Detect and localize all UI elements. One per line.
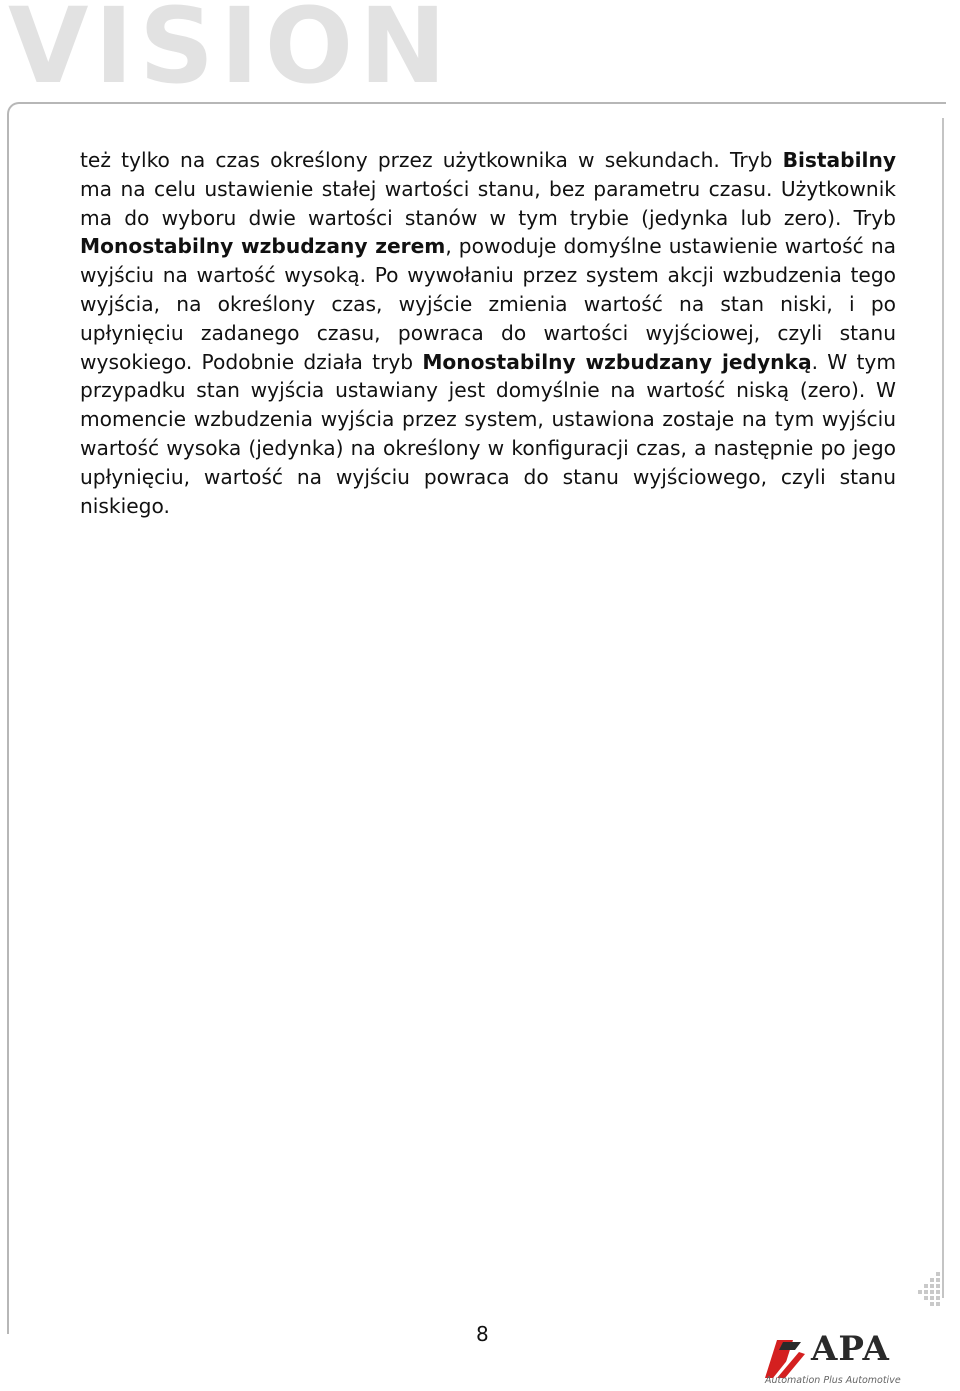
- page-number: 8: [476, 1322, 489, 1346]
- bold-term-monostabilny-jedynka: Monostabilny wzbudzany jedynką: [422, 349, 812, 374]
- apa-logo: [763, 1329, 923, 1388]
- frame-corner-dots-icon: [918, 1272, 942, 1306]
- body-paragraph: [80, 146, 896, 520]
- apa-logo-mark-icon: [763, 1336, 807, 1380]
- apa-logo-tagline: Automation Plus Automotive: [765, 1375, 901, 1386]
- text-segment: . W tym przypadku stan wyjścia ustawiany jest domyślnie na wartość niską (zero). W momencie wzbudzenia wyjścia przez system, ustawiona zostaje na tym wyjściu wartość wysoka (jedynka) na określony w konfiguracji czas, a następnie po jego upłynięciu, wartość na wyjściu powraca do stanu wyjściowego, czyli stanu niskiego.: [80, 349, 896, 518]
- text-segment: też tylko na czas określony przez użytkownika w sekundach. Tryb: [80, 148, 783, 172]
- page-frame-right-edge: [942, 118, 944, 1298]
- vision-watermark-title: VISION: [8, 0, 453, 107]
- text-segment: ma na celu ustawienie stałej wartości stanu, bez parametru czasu. Użytkownik ma do wyboru dwie wartości stanów w tym trybie (jedynka lub zero). Tryb: [80, 176, 896, 230]
- bold-term-bistabilny: Bistabilny: [782, 148, 896, 172]
- bold-term-monostabilny-zerem: Monostabilny wzbudzany zerem: [80, 234, 446, 259]
- text-segment: , powoduje domyślne ustawienie wartość na wyjściu na wartość wysoką. Po wywołaniu przez system akcji wzbudzenia tego wyjścia, na określony czas, wyjście zmienia wartość na stan niski, i po upłynięciu zadanego czasu, powraca do wartości wyjściowej, czyli stanu wysokiego. Podobnie działa tryb: [80, 234, 896, 374]
- apa-logo-text: APA: [811, 1329, 890, 1369]
